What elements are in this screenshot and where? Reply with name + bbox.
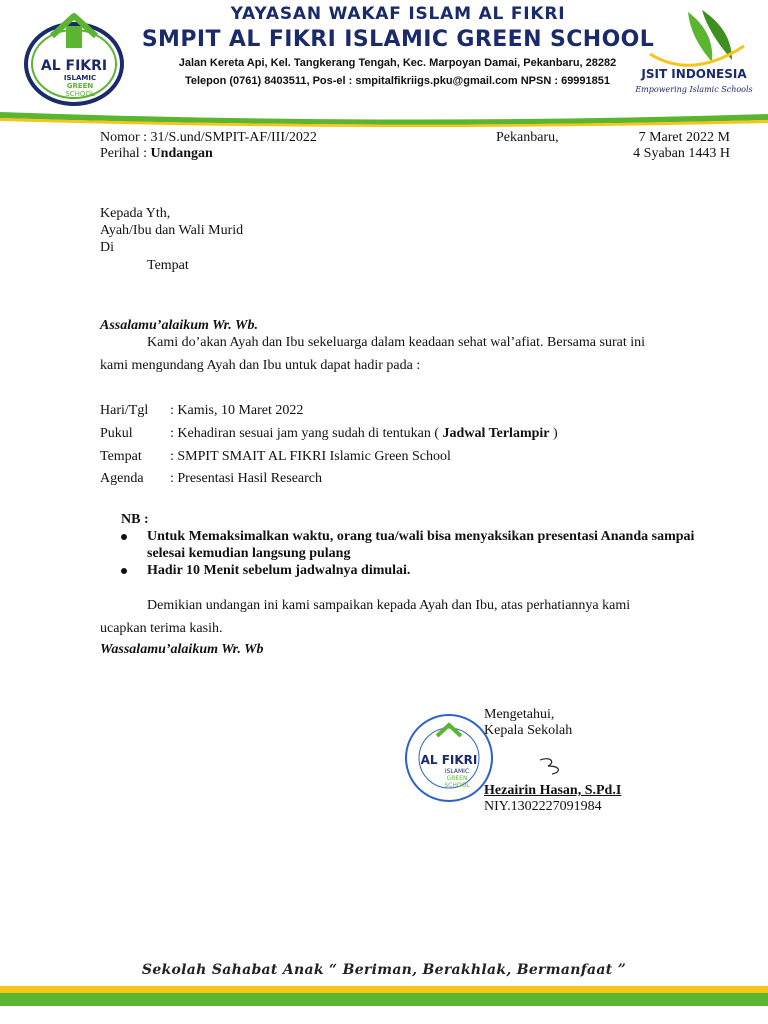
closing-paragraph-line: ucapkan terima kasih.: [100, 621, 223, 636]
footer-motto: Sekolah Sahabat Anak “ Beriman, Berakhlak, Bermanfaat ”: [141, 962, 627, 978]
recipient-line: Kepada Yth,: [100, 206, 171, 221]
jsit-name: JSIT INDONESIA: [641, 67, 747, 81]
sign-id: NIY.1302227091984: [484, 799, 602, 814]
intro-paragraph-line: Kami do’akan Ayah dan Ibu sekeluarga dalam keadaan sehat wal’afiat. Bersama surat ini: [147, 335, 645, 350]
detail-value-time: [170, 426, 558, 442]
school-name: SMPIT AL FIKRI ISLAMIC GREEN SCHOOL: [141, 27, 655, 52]
subject-value: Undangan: [150, 146, 213, 161]
intro-paragraph-line: kami mengundang Ayah dan Ibu untuk dapat hadir pada :: [100, 358, 421, 373]
logo-text-main: AL FIKRI: [40, 58, 108, 74]
time-text: : Kehadiran sesuai jam yang sudah di tentukan (: [170, 426, 443, 441]
detail-value-place: : SMPIT SMAIT AL FIKRI Islamic Green School: [170, 449, 451, 464]
sign-title: Kepala Sekolah: [484, 723, 573, 738]
school-stamp: [403, 712, 495, 804]
stamp-text-main: AL FIKRI: [420, 753, 478, 767]
subject-label: Perihal :: [100, 146, 151, 161]
bullet-icon: [121, 568, 127, 574]
logo-text-sub2: GREEN: [66, 82, 94, 90]
jsit-logo: [628, 4, 758, 100]
school-contact: Telepon (0761) 8403511, Pos-el : smpitalfikriigs.pku@gmail.com NPSN : 69991851: [184, 75, 611, 87]
stamp-text-sub3: SCHOOL: [444, 782, 470, 789]
recipient-line: Ayah/Ibu dan Wali Murid: [100, 223, 244, 238]
nb-item: Hadir 10 Menit sebelum jadwalnya dimulai.: [147, 563, 411, 578]
closing-paragraph-line: Demikian undangan ini kami sampaikan kepada Ayah dan Ibu, atas perhatiannya kami: [147, 598, 631, 613]
greeting: Assalamu’alaikum Wr. Wb.: [100, 318, 258, 333]
letter-number: Nomor : 31/S.und/SMPIT-AF/III/2022: [100, 130, 317, 145]
jsit-tagline: Empowering Islamic Schools: [635, 85, 753, 94]
nb-label: NB :: [121, 512, 149, 527]
bullet-icon: [121, 534, 127, 540]
sign-name: Hezairin Hasan, S.Pd.I: [484, 783, 622, 798]
handwritten-signature: [536, 754, 580, 778]
nb-item: Untuk Memaksimalkan waktu, orang tua/wali bisa menyaksikan presentasi Ananda sampai selesai kemudian langsung pulang: [147, 529, 695, 561]
header-divider: [0, 108, 768, 130]
detail-label-time: Pukul: [100, 426, 133, 441]
detail-label-agenda: Agenda: [100, 471, 144, 486]
detail-label-day: Hari/Tgl: [100, 403, 149, 418]
school-logo: [22, 6, 130, 110]
detail-value-day: : Kamis, 10 Maret 2022: [170, 403, 304, 418]
footer-divider: [0, 986, 768, 1010]
letter-date-hijri: 4 Syaban 1443 H: [633, 146, 730, 161]
farewell: Wassalamu’alaikum Wr. Wb: [100, 642, 264, 657]
recipient-place: Tempat: [147, 258, 189, 273]
detail-value-agenda: : Presentasi Hasil Research: [170, 471, 323, 486]
detail-label-place: Tempat: [100, 449, 142, 464]
school-address: Jalan Kereta Api, Kel. Tangkerang Tengah, Kec. Marpoyan Damai, Pekanbaru, 28282: [178, 57, 617, 69]
foundation-name: YAYASAN WAKAF ISLAM AL FIKRI: [230, 4, 566, 24]
stamp-text-sub2: GREEN: [446, 775, 468, 782]
sign-known: Mengetahui,: [484, 707, 555, 722]
logo-text-sub3: SCHOOL: [65, 90, 95, 98]
letter-city: Pekanbaru,: [496, 130, 559, 145]
logo-text-sub1: ISLAMIC: [63, 74, 97, 82]
recipient-line: Di: [100, 240, 114, 255]
stamp-text-sub1: ISLAMIC: [444, 768, 470, 775]
time-schedule-attached: Jadwal Terlampir: [442, 426, 550, 441]
letter-subject: [100, 146, 213, 162]
letter-date-masehi: 7 Maret 2022 M: [638, 130, 730, 145]
time-text-end: ): [549, 426, 558, 441]
